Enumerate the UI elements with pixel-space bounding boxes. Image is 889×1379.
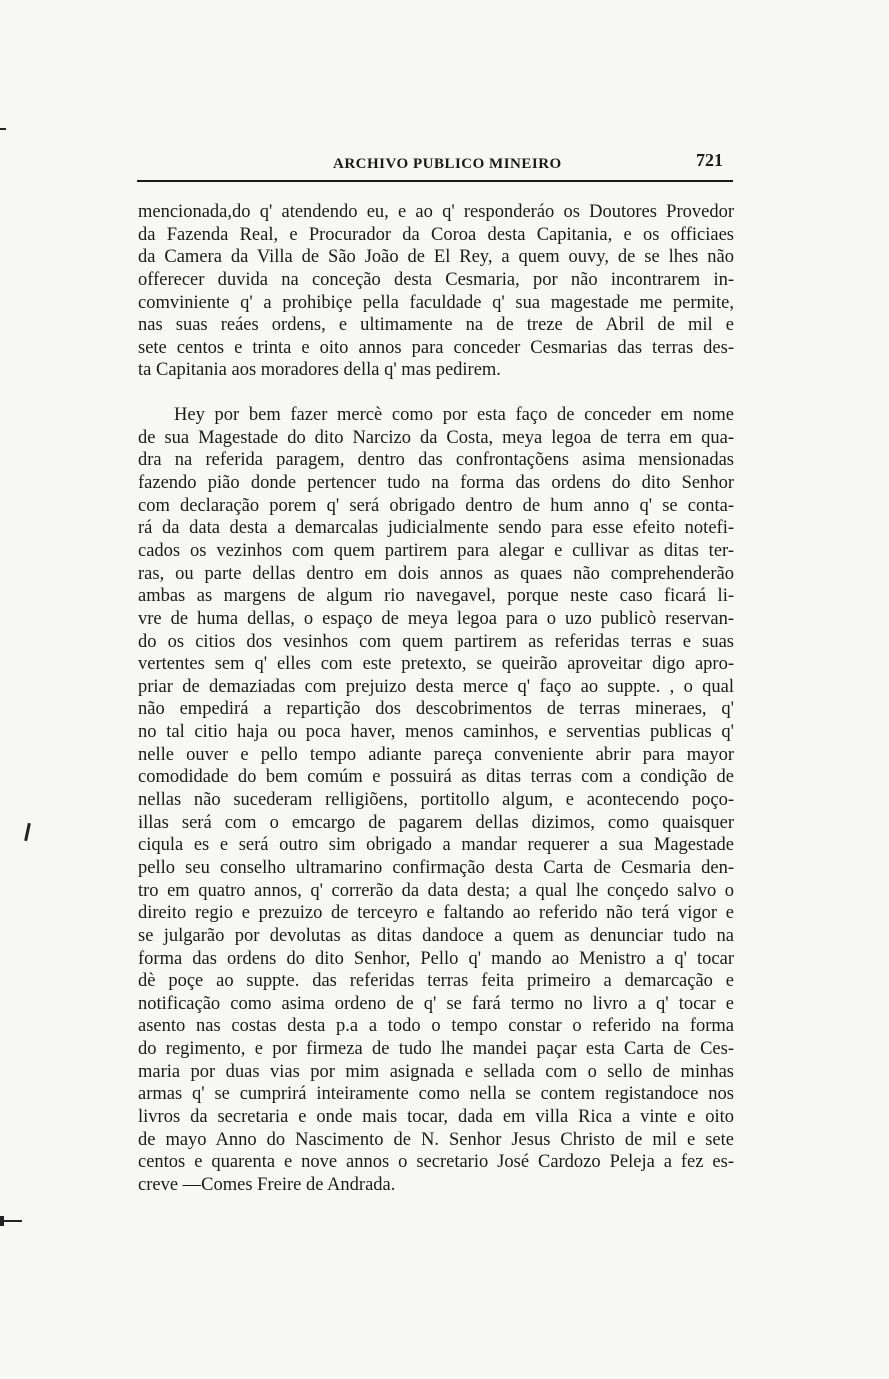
paragraph bbox=[138, 201, 734, 382]
text-line: armas q' se cumprirá inteiramente como nella se contem registandoce nos bbox=[138, 1084, 734, 1105]
text-line: nellas não sucederam relligiõens, portitollo algum, e acontecendo poço- bbox=[138, 790, 734, 811]
text-line: illas será com o emcargo de pagarem dellas dizimos, como quaisquer bbox=[138, 812, 734, 833]
text-line: ambas as margens de algum rio navegavel, porque neste caso ficará li- bbox=[138, 586, 734, 607]
text-line: sete centos e trinta e oito annos para conceder Cesmarias das terras des- bbox=[138, 337, 734, 358]
text-line: priar de demaziadas com prejuizo desta merce q' faço ao suppte. , o qual bbox=[138, 676, 734, 697]
text-line: vre de huma dellas, o espaço de meya legoa para o uzo publicò reservan- bbox=[138, 608, 734, 629]
text-line: cados os vezinhos com quem partirem para alegar e cullivar as ditas ter- bbox=[138, 540, 734, 561]
text-line: forma das ordens do dito Senhor, Pello q' mando ao Menistro a q' tocar bbox=[138, 948, 734, 969]
text-line: fazendo pião donde pertencer tudo na forma das ordens do dito Senhor bbox=[138, 473, 734, 494]
text-line: rá da data desta a demarcalas judicialmente sendo para esse efeito notefi- bbox=[138, 518, 734, 539]
running-head: ARCHIVO PUBLICO MINEIRO bbox=[333, 156, 562, 172]
text-line: se julgarão por devolutas as ditas dandoce a quem as denunciar tudo na bbox=[138, 925, 734, 946]
text-line: do os citios dos vesinhos com quem partirem as referidas terras e suas bbox=[138, 631, 734, 652]
text-line: tro em quatro annos, q' correrão da data desta; a qual lhe conçedo salvo o bbox=[138, 880, 734, 901]
text-line: maria por duas vias por mim asignada e sellada com o sello de minhas bbox=[138, 1061, 734, 1082]
paragraph-gap bbox=[138, 382, 734, 404]
text-line: centos e quarenta e nove annos o secretario José Cardozo Peleja a fez es- bbox=[138, 1152, 734, 1173]
text-line: direito regio e prezuizo de terceyro e faltando ao referido não terá vigor e bbox=[138, 903, 734, 924]
text-line: asento nas costas desta p.a a todo o tempo constar o referido na forma bbox=[138, 1016, 734, 1037]
text-line: de mayo Anno do Nascimento de N. Senhor Jesus Christo de mil e sete bbox=[138, 1129, 734, 1150]
text-line: da Fazenda Real, e Procurador da Coroa desta Capitania, e os officiaes bbox=[138, 224, 734, 245]
text-line: pello seu conselho ultramarino confirmação desta Carta de Cesmaria den- bbox=[138, 857, 734, 878]
text-line: da Camera da Villa de São João de El Rey, a quem ouvy, de se lhes não bbox=[138, 247, 734, 268]
text-line: mencionada,do q' atendendo eu, e ao q' responderáo os Doutores Provedor bbox=[138, 202, 734, 222]
body-text bbox=[138, 201, 734, 1197]
text-line: dra na referida paragem, dentro das confrontaçõens asima mensionadas bbox=[138, 450, 734, 471]
text-line: do regimento, e por firmeza de tudo lhe mandei paçar esta Carta de Ces- bbox=[138, 1039, 734, 1060]
text-line: comodidade do bem comúm e possuirá as ditas terras com a condição de bbox=[138, 767, 734, 788]
text-line: nas suas reáes ordens, e ultimamente na de treze de Abril de mil e bbox=[138, 315, 734, 336]
header-rule bbox=[137, 180, 733, 182]
margin-mark bbox=[0, 128, 6, 130]
paragraph bbox=[138, 404, 734, 1196]
text-line: de sua Magestade do dito Narcizo da Costa, meya legoa de terra em qua- bbox=[138, 427, 734, 448]
text-line: nelle ouver e pello tempo adiante pareça conveniente abrir para mayor bbox=[138, 744, 734, 765]
text-line: com declaração porem q' será obrigado dentro de hum anno q' se conta- bbox=[138, 495, 734, 516]
text-line: vertentes sem q' elles com este pretexto, se queirão aproveitar digo apro- bbox=[138, 654, 734, 675]
margin-mark bbox=[24, 823, 31, 841]
text-line: ciqula es e será outro sim obrigado a mandar requerer a sua Magestade bbox=[138, 835, 734, 856]
text-line: no tal citio haja ou poca haver, menos caminhos, e serventias publicas q' bbox=[138, 722, 734, 743]
text-line: notificação como asima ordeno de q' se fará termo no livro a q' tocar e bbox=[138, 993, 734, 1014]
text-line: não empedirá a repartição dos descobrimentos de terras mineraes, q' bbox=[138, 699, 734, 720]
text-line: ras, ou parte dellas dentro em dois annos as quaes não comprehenderão bbox=[138, 563, 734, 584]
text-line: livros da secretaria e onde mais tocar, dada em villa Rica a vinte e oito bbox=[138, 1106, 734, 1127]
margin-mark bbox=[0, 1216, 4, 1226]
text-line: offerecer duvida na conceção desta Cesmaria, por não incontrarem in- bbox=[138, 269, 734, 290]
text-line: creve —Comes Freire de Andrada. bbox=[138, 1174, 396, 1195]
text-line: comviniente q' a prohibiçe pella faculdade q' sua magestade me permite, bbox=[138, 292, 734, 313]
page-number: 721 bbox=[696, 150, 723, 170]
text-line: ta Capitania aos moradores della q' mas pedirem. bbox=[138, 360, 501, 381]
text-line: dè poçe ao suppte. das referidas terras feita primeiro a demarcação e bbox=[138, 971, 734, 992]
page-header bbox=[137, 150, 733, 182]
text-line: Hey por bem fazer mercè como por esta faço de conceder em nome bbox=[174, 405, 734, 426]
